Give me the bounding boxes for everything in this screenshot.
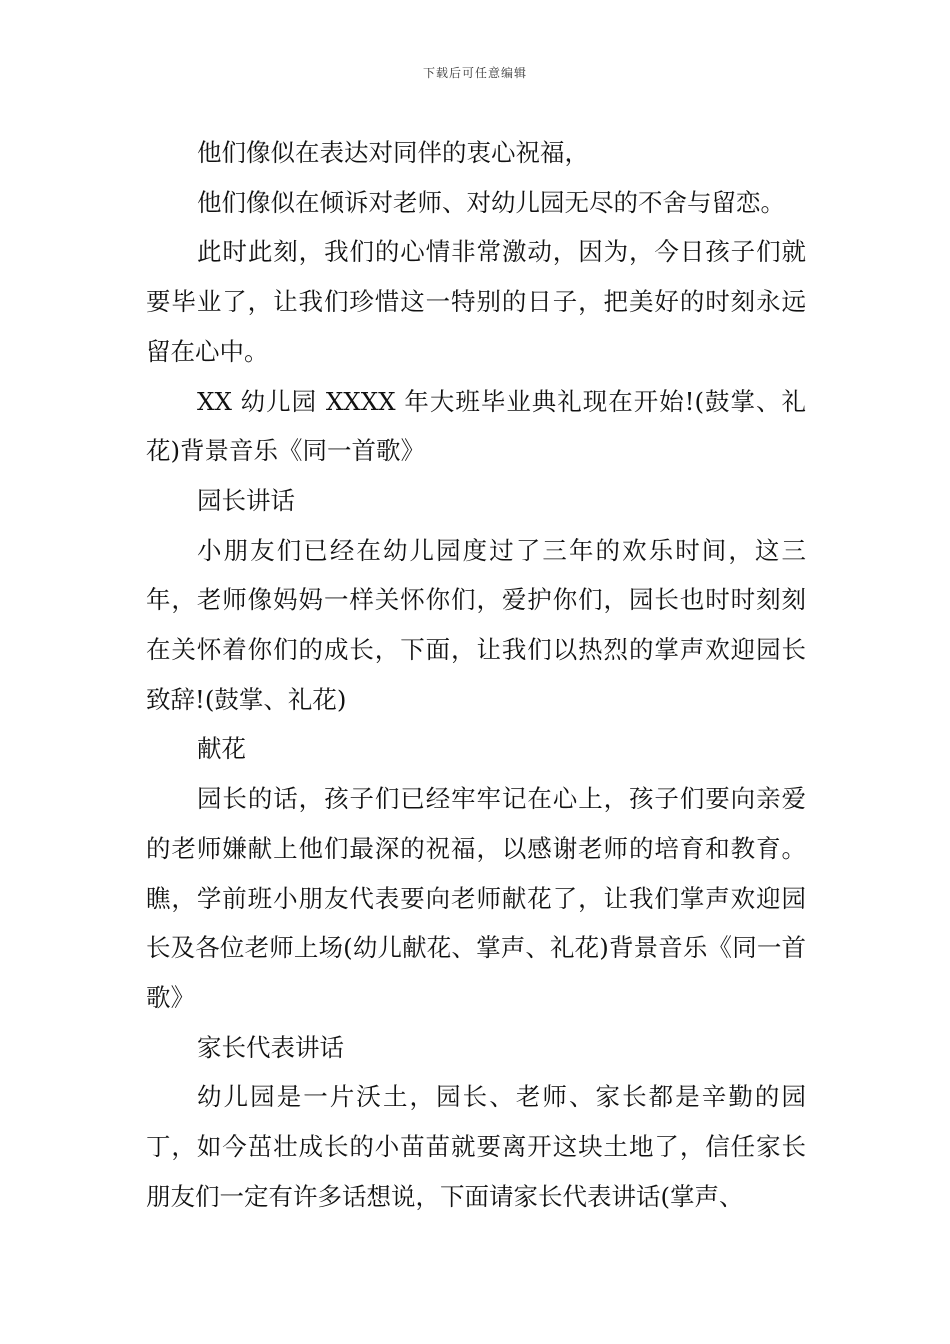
page-header: 下载后可任意编辑 (422, 66, 527, 80)
paragraph: XX 幼儿园 XXXX 年大班毕业典礼现在开始!(鼓掌、礼花)背景音乐《同一首歌》 (146, 386, 806, 466)
section-heading: 家长代表讲话 (197, 1032, 344, 1062)
paragraph: 小朋友们已经在幼儿园度过了三年的欢乐时间，这三年，老师像妈妈一样关怀你们，爱护你们，园长也时时刻刻在关怀着你们的成长，下面，让我们以热烈的掌声欢迎园长致辞!(鼓掌、礼花) (146, 535, 806, 714)
paragraph: 他们像似在表达对同伴的衷心祝福， (197, 138, 589, 167)
section-heading: 献花 (197, 734, 246, 764)
paragraph: 园长的话，孩子们已经牢牢记在心上，孩子们要向亲爱的老师嫌献上他们最深的祝福，以感谢老师的培育和教育。瞧，学前班小朋友代表要向老师献花了，让我们掌声欢迎园长及各位老师上场(幼儿献花、掌声、礼花)背景音乐《同一首歌》 (146, 784, 806, 1012)
paragraph: 此时此刻，我们的心情非常激动，因为，今日孩子们就要毕业了，让我们珍惜这一特别的日子，把美好的时刻永远留在心中。 (146, 237, 806, 366)
paragraph: 幼儿园是一片沃土，园长、老师、家长都是辛勤的园丁，如今茁壮成长的小苗苗就要离开这块土地了，信任家长朋友们一定有许多话想说，下面请家长代表讲话(掌声、 (146, 1082, 806, 1211)
paragraph: 他们像似在倾诉对老师、对幼儿园无尽的不舍与留恋。 (197, 187, 785, 217)
section-heading: 园长讲话 (197, 485, 295, 515)
document-body (146, 128, 806, 1221)
